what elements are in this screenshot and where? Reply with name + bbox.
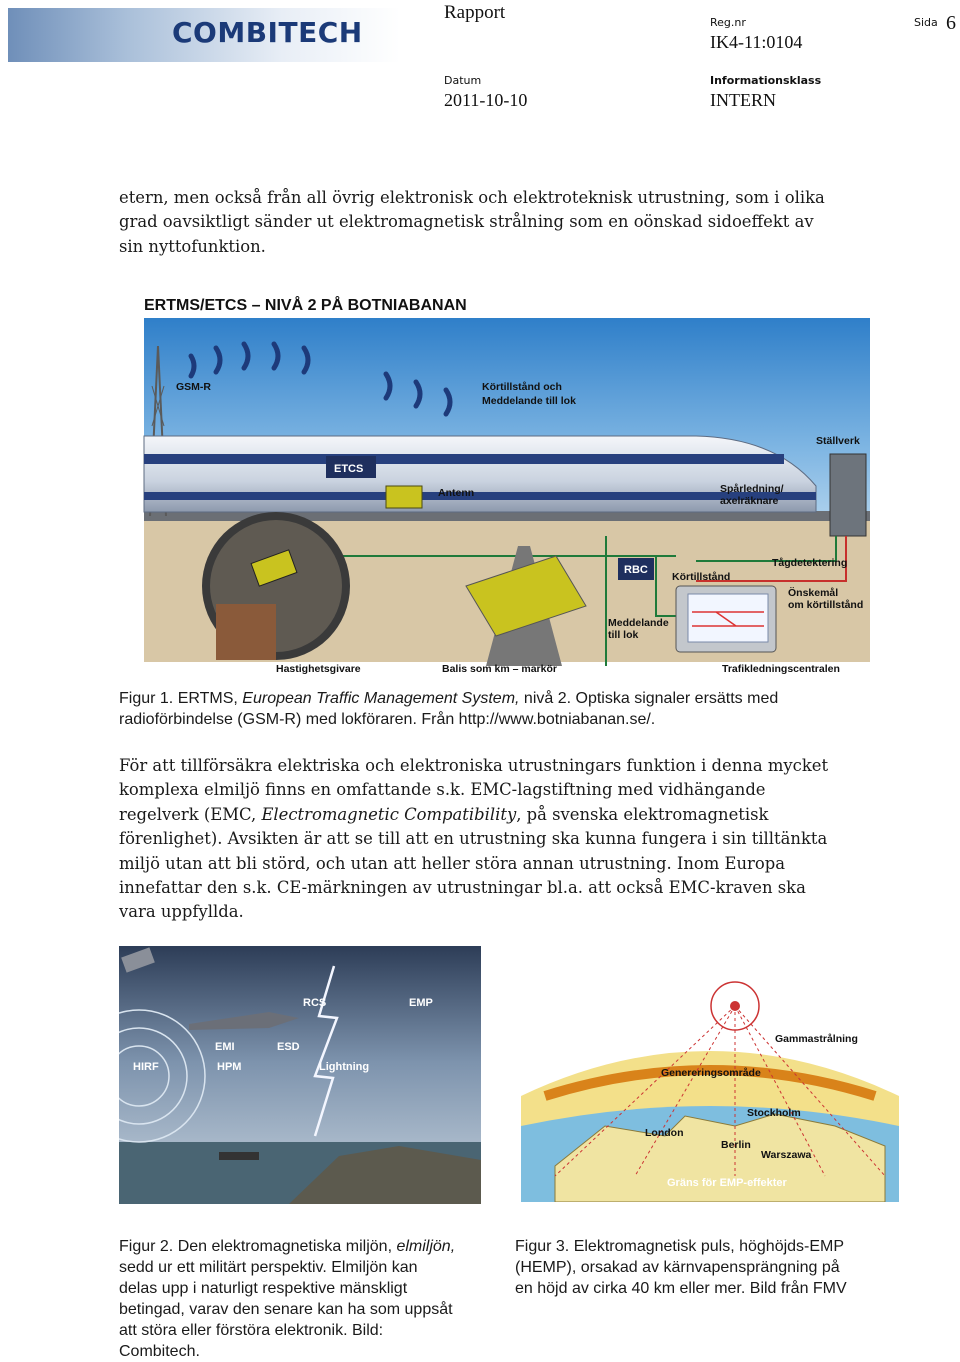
grans-label: Gräns för EMP-effekter: [667, 1177, 787, 1189]
date-value: 2011-10-10: [444, 90, 528, 110]
figure3-caption: [515, 1236, 915, 1299]
hemp-map-illustration: [515, 976, 905, 1202]
axelraknare-label: axelräknare: [720, 495, 779, 507]
esd-label: ESD: [277, 1041, 300, 1053]
figure2-caption-line: Combitech.: [119, 1343, 200, 1360]
paragraph-line: komplexa elmiljö finns en omfattande s.k. EMC-lagstiftning med vidhängande: [119, 780, 766, 800]
meddelande-label: Meddelande: [608, 617, 669, 629]
meddelande-till-lok-label: Meddelande till lok: [482, 395, 576, 407]
figure2-caption: [119, 1236, 509, 1362]
figure3-caption-line: (HEMP), orsakad av kärnvapensprängning på: [515, 1259, 840, 1276]
emc-paragraph: [119, 754, 879, 925]
figure1-caption: [119, 688, 879, 730]
logo-text: COMBITECH: [172, 16, 363, 49]
etcs-label: ETCS: [334, 463, 364, 475]
sparledning-label: Spårledning/: [720, 483, 784, 495]
figure2-caption-line: betingad, varav den senare kan ha som uppsåt: [119, 1301, 453, 1318]
interlocking-cabinet: [830, 454, 866, 536]
paragraph-line: vara uppfyllda.: [119, 902, 244, 922]
em-environment-illustration: [119, 946, 481, 1204]
figure2-caption-italic: elmiljön,: [396, 1238, 456, 1255]
balis-label: Balis som km – markör: [442, 663, 557, 675]
intro-paragraph: [119, 186, 859, 259]
berlin-label: Berlin: [721, 1139, 751, 1151]
till-lok-label: till lok: [608, 629, 639, 641]
figure2-caption-prefix: Figur 2. Den elektromagnetiska miljön,: [119, 1238, 397, 1255]
figure3-caption-line: Figur 3. Elektromagnetisk puls, höghöjds-EMP: [515, 1238, 845, 1255]
intro-line: sin nyttofunktion.: [119, 236, 266, 256]
figure2-caption-line: sedd ur ett militärt perspektiv. Elmiljön kan: [119, 1259, 418, 1276]
figure1-caption-italic: European Traffic Management System,: [242, 690, 520, 707]
page-number: 6: [946, 12, 956, 34]
figure2-caption-line: att störa eller förstöra elektronik. Bild:: [119, 1322, 384, 1339]
warszawa-label: Warszawa: [761, 1149, 812, 1161]
stockholm-label: Stockholm: [747, 1107, 801, 1119]
paragraph-line: För att tillförsäkra elektriska och elektroniska utrustningars funktion i denna mycket: [119, 756, 829, 775]
rcs-label: RCS: [303, 997, 327, 1009]
paragraph-line3-rest: , på svenska elektromagnetisk: [516, 804, 769, 824]
figure1-caption-line2: radioförbindelse (GSM-R) med lokföraren. Från http://www.botniabanan.se/.: [119, 711, 656, 728]
military-em-environment-figure: [119, 946, 481, 1204]
ertms-title: ERTMS/ETCS – NIVÅ 2 PÅ BOTNIABANAN: [144, 297, 467, 314]
intro-line: etern, men också från all övrig elektronisk och elektroteknisk utrustning, som i olika: [119, 188, 825, 207]
date-label: Datum: [444, 74, 482, 87]
emp-label: EMP: [409, 997, 433, 1009]
hirf-label: HIRF: [133, 1061, 159, 1073]
london-label: London: [645, 1127, 684, 1139]
paragraph-line: innefattar den s.k. CE-märkningen av utrustningar bl.a. att också EMC-kraven ska: [119, 878, 806, 898]
figure1-caption-rest: nivå 2. Optiska signaler ersätts med: [519, 690, 779, 707]
kortillstand-label: Körtillstånd: [672, 571, 731, 583]
figure1-caption-prefix: Figur 1. ERTMS,: [119, 690, 243, 707]
stallverk-label: Ställverk: [816, 435, 860, 447]
kortillstand-och-label: Körtillstånd och: [482, 381, 562, 393]
ertms-diagram: [136, 286, 876, 682]
gammastralning-label: Gammastrålning: [775, 1033, 858, 1045]
paragraph-line: förenlighet). Avsikten är att se till att en utrustning ska kunna fungera i sin tilltänkta: [119, 829, 828, 849]
paragraph-line: miljö utan att bli störd, och utan att heller störa annan utrustning. Inom Europa: [119, 853, 786, 873]
trafikledning-label: Trafikledningscentralen: [722, 663, 840, 675]
hemp-figure: [515, 976, 905, 1202]
paragraph-line3-prefix: regelverk (EMC,: [119, 804, 262, 824]
speed-sensor-detail: [202, 512, 350, 660]
figure3-caption-line: en höjd av cirka 40 km eller mer. Bild från FMV: [515, 1280, 847, 1297]
genereringsomrade-label: Genereringsområde: [661, 1067, 761, 1079]
emi-label: EMI: [215, 1041, 235, 1053]
train: [144, 436, 816, 512]
om-kortillstand-label: om körtillstånd: [788, 599, 864, 611]
regnr-label: Reg.nr: [710, 16, 746, 29]
tagdetektering-label: Tågdetektering: [772, 557, 848, 569]
document-type: Rapport: [444, 2, 506, 23]
paragraph-line3-italic: Electromagnetic Compatibility: [261, 804, 517, 824]
hastighetsgivare-label: Hastighetsgivare: [276, 663, 361, 675]
gsm-r-label: GSM-R: [176, 381, 211, 393]
info-class-label: Informationsklass: [710, 74, 822, 87]
onskemal-label: Önskemål: [788, 587, 839, 599]
ship: [219, 1152, 259, 1160]
antenna-box: [386, 486, 422, 508]
lightning-label: Lightning: [319, 1061, 370, 1073]
rbc-label: RBC: [624, 564, 648, 576]
info-class-value: INTERN: [710, 90, 776, 110]
regnr-value: IK4-11:0104: [710, 32, 803, 52]
traffic-control-monitor: [676, 586, 776, 652]
figure2-caption-line: delas upp i naturligt respektive mänskligt: [119, 1280, 408, 1297]
antenn-label: Antenn: [438, 487, 475, 499]
company-logo: [0, 0, 440, 68]
page-label: Sida: [914, 16, 938, 29]
hpm-label: HPM: [217, 1061, 242, 1073]
intro-line: grad oavsiktligt sänder ut elektromagnetisk strålning som en oönskad sidoeffekt av: [119, 212, 814, 232]
ertms-figure: [136, 286, 876, 682]
